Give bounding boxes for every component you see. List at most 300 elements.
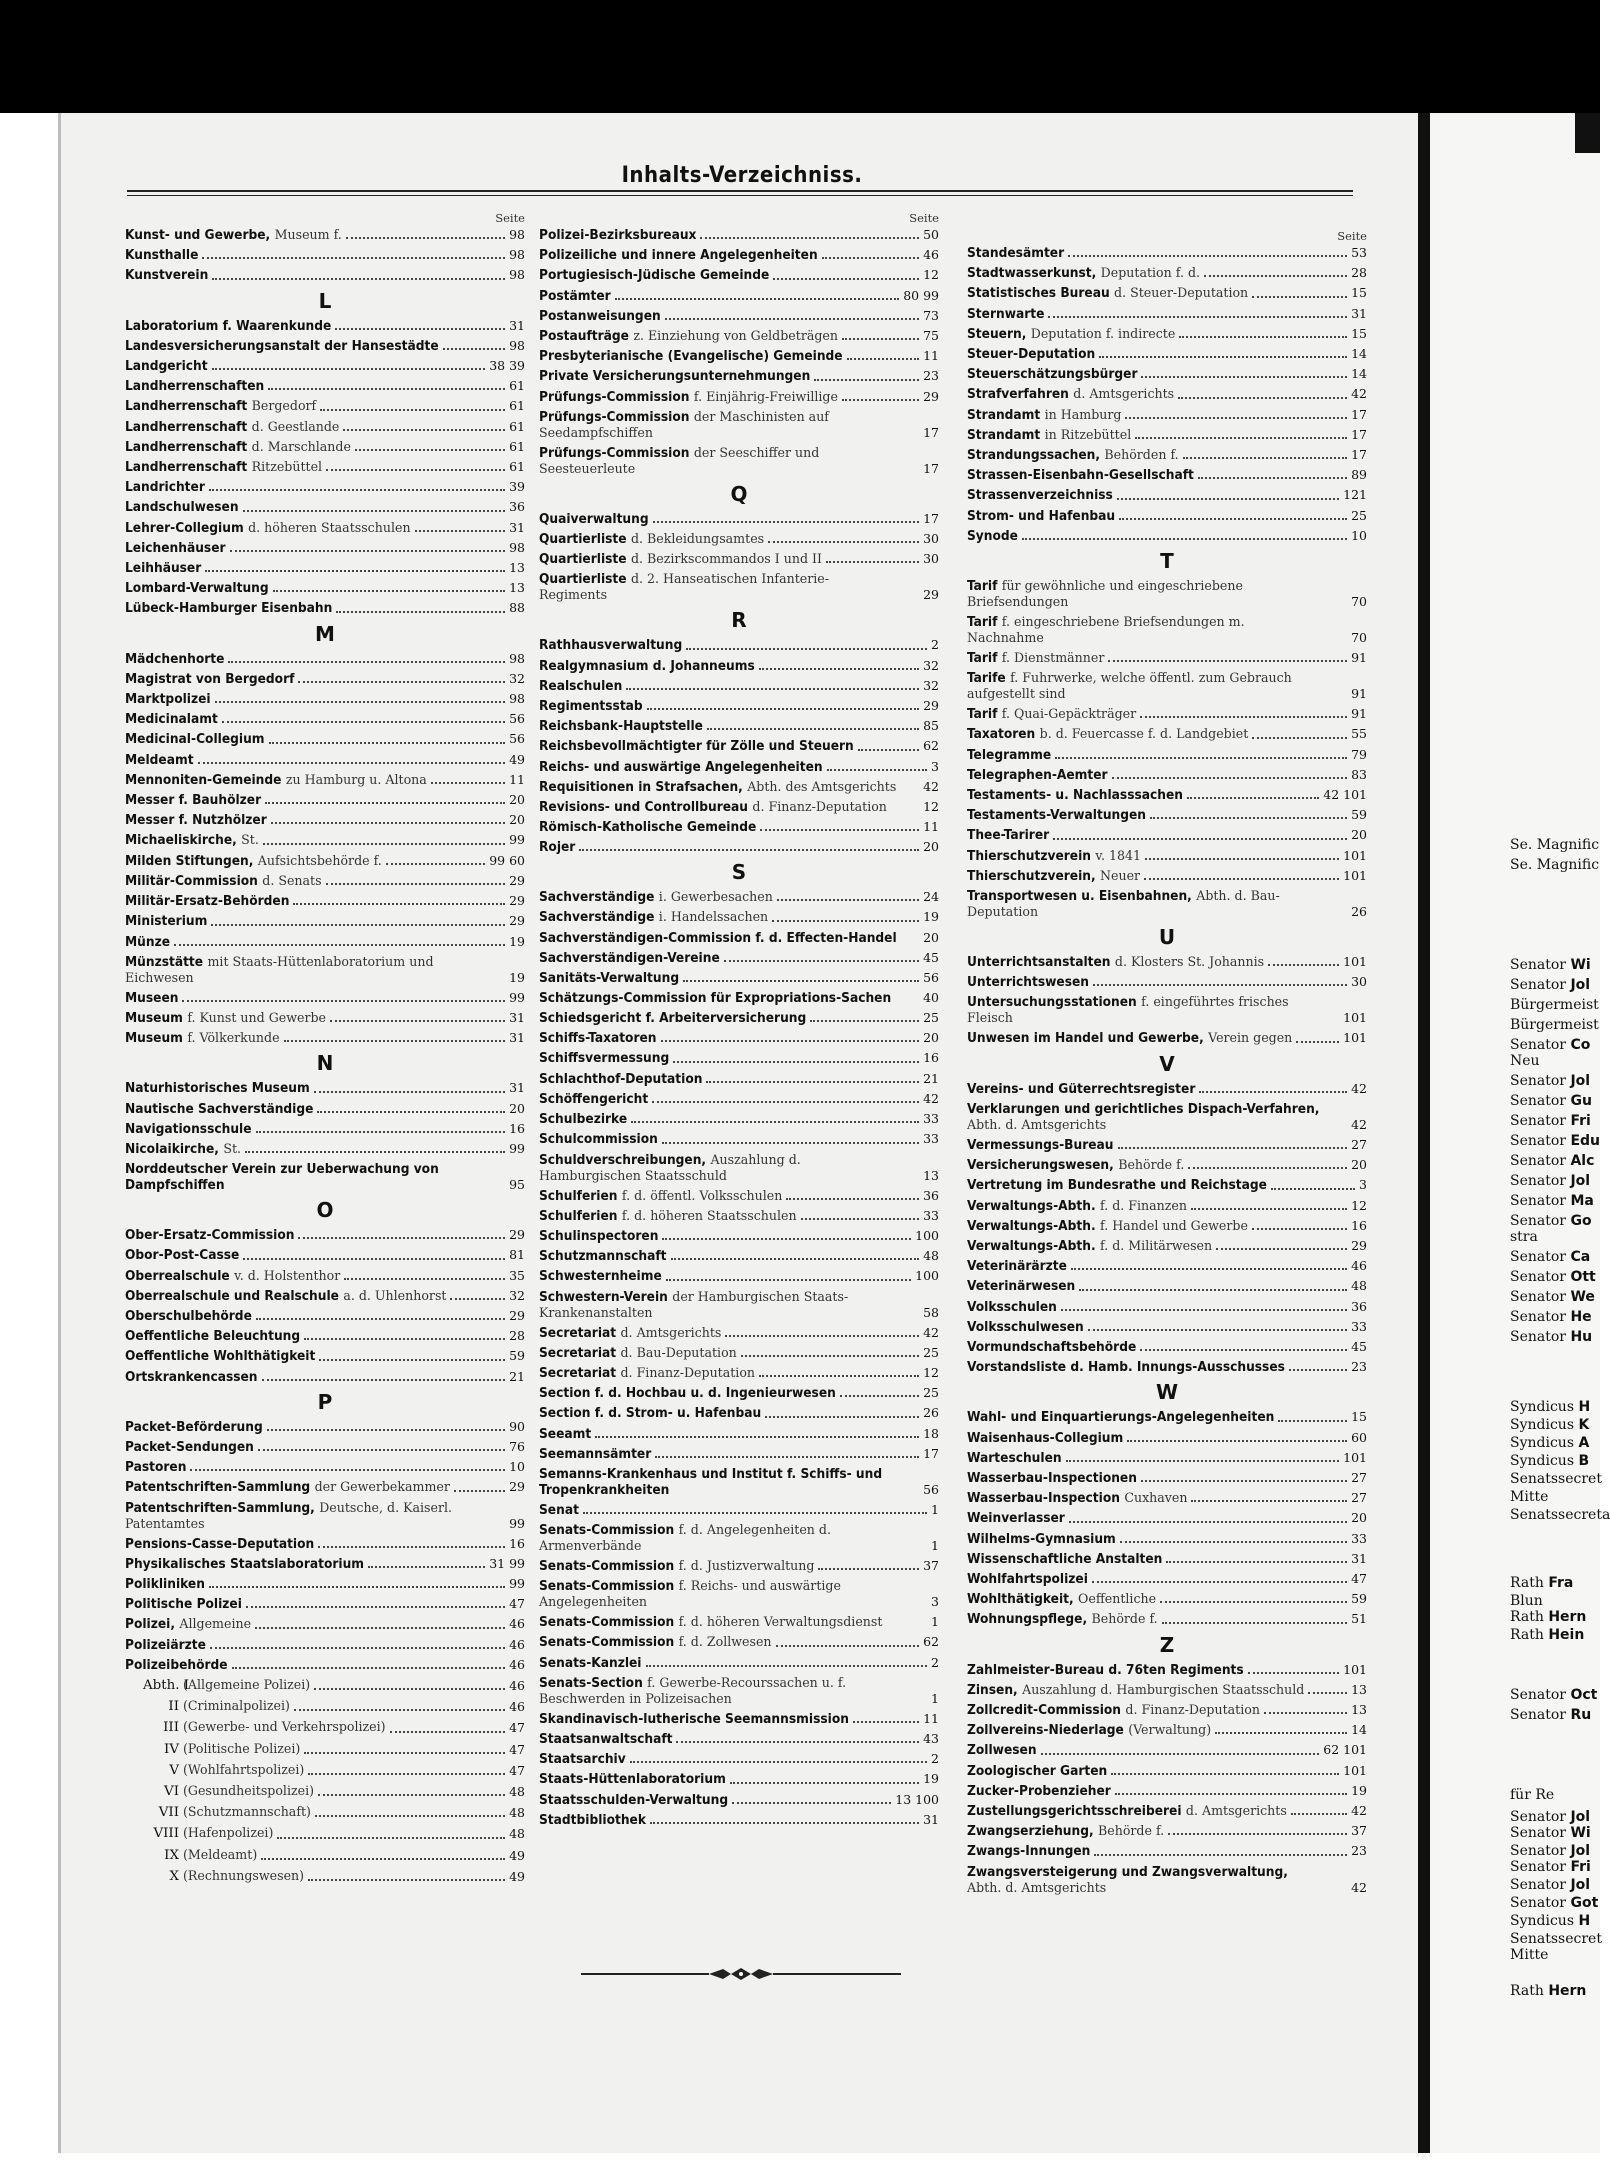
page-number: 13 (1351, 1681, 1367, 1697)
entry-title: Nicolaikirche, (125, 1140, 219, 1157)
entry-text (967, 506, 1115, 526)
entry-title: Museen (125, 989, 179, 1006)
index-entry (539, 1729, 939, 1749)
entry-qualifier: Auszahlung d. Hamburgischen Staatsschuld (1022, 1681, 1305, 1697)
facing-page-prefix: Neu (1510, 1053, 1540, 1069)
page-number: 81 (509, 1247, 525, 1263)
entry-title: Sanitäts-Verwaltung (539, 969, 680, 986)
sub-numeral: VII (158, 1805, 179, 1821)
title-rule-thin (127, 195, 1353, 196)
index-entry (125, 1614, 525, 1634)
entry-title: Vorstandsliste d. Hamb. Innungs-Ausschusses (967, 1359, 1285, 1376)
entry-title: Wissenschaftliche Anstalten (967, 1550, 1163, 1567)
entry-title: Schulinspectoren (539, 1227, 659, 1244)
index-entry (125, 851, 525, 871)
page-number: 35 (509, 1267, 525, 1283)
entry-text (539, 387, 838, 407)
section-letter: Q (730, 481, 748, 506)
index-entry (125, 911, 525, 931)
leader-dots (1191, 1208, 1347, 1210)
entry-text (539, 1206, 797, 1226)
index-entry (967, 1720, 1367, 1740)
entry-qualifier: (Gewerbe- und Verkehrspolizei) (183, 1719, 386, 1735)
index-entry (967, 1680, 1367, 1700)
page-number: 20 (509, 1100, 525, 1116)
page-number: 42 (1351, 1080, 1367, 1096)
page-number: 98 (509, 227, 525, 242)
index-entry (125, 770, 525, 790)
entry-text (125, 1326, 300, 1346)
leader-dots (1115, 1793, 1347, 1795)
entry-title: Schiffsvermessung (539, 1050, 670, 1067)
entry-title: Landherrenschaften (125, 378, 265, 395)
page-number: 36 (923, 1187, 939, 1203)
page-number: 29 (923, 388, 939, 404)
page-number: 101 (1343, 867, 1367, 883)
leader-dots (298, 681, 505, 683)
page-number: 13 100 (895, 1791, 939, 1807)
entry-qualifier: Oeffentliche (1078, 1591, 1157, 1607)
entry-title: Ministerium (125, 913, 208, 930)
entry-text (967, 805, 1146, 825)
entry-text (143, 1675, 310, 1696)
entry-text (967, 866, 1140, 886)
leader-dots (209, 489, 505, 491)
index-entry (539, 1653, 939, 1673)
page-number: 62 (923, 738, 939, 754)
entry-text (143, 1845, 257, 1866)
index-entry (539, 1323, 939, 1343)
leader-dots (1271, 1188, 1355, 1190)
entry-title: Strassenverzeichniss (967, 487, 1113, 504)
page-number: 100 (915, 1227, 939, 1243)
sub-numeral: VIII (153, 1826, 179, 1842)
index-entry (539, 757, 939, 777)
entry-title: Schulferien (539, 1187, 618, 1204)
entry-text (967, 1508, 1065, 1528)
entry-text (125, 1554, 364, 1574)
entry-text (143, 1802, 311, 1823)
leader-dots (1092, 1581, 1347, 1583)
index-entry (967, 1216, 1367, 1236)
index-entry (125, 830, 525, 850)
index-entry (125, 1245, 525, 1265)
entry-text (125, 689, 211, 709)
entry-text (967, 888, 1280, 920)
entry-title: Medicinal-Collegium (125, 731, 265, 748)
leader-dots (343, 429, 505, 431)
entry-text (967, 704, 1136, 724)
page-number: 25 (923, 1010, 939, 1026)
entry-title: Münzstätte (125, 953, 204, 970)
page-number: 62 (923, 1634, 939, 1650)
entry-text (125, 518, 411, 538)
page-number: 23 (923, 368, 939, 384)
section-letter: M (315, 621, 335, 646)
page-number: 17 (923, 460, 939, 476)
page-number: 13 (1351, 1701, 1367, 1717)
entry-text (539, 1653, 642, 1673)
facing-page-line (1510, 1981, 1586, 2001)
page-number: 15 (1351, 285, 1367, 301)
facing-page-prefix: Senator (1510, 977, 1566, 993)
entry-title: Realgymnasium d. Johanneums (539, 657, 755, 674)
index-entry (967, 243, 1367, 263)
leader-dots (707, 728, 919, 730)
facing-page-prefix: Senator (1510, 1073, 1566, 1089)
leader-dots (344, 1278, 505, 1280)
entry-text (539, 1769, 726, 1789)
facing-page-line (1510, 1287, 1595, 1307)
entry-text (967, 785, 1183, 805)
page-number: 1 (931, 1614, 939, 1630)
page-number: 15 (1351, 1409, 1367, 1425)
leader-dots (1264, 1712, 1347, 1714)
entry-text (125, 376, 264, 396)
facing-page-line (1510, 1505, 1610, 1525)
leader-dots (786, 1198, 919, 1200)
index-entry (539, 1500, 939, 1520)
index-entry (125, 396, 525, 416)
entry-title: Tarif (967, 650, 998, 667)
entry-text (125, 891, 289, 911)
index-entry (967, 765, 1367, 785)
entry-title: Volksschulwesen (967, 1318, 1084, 1335)
entry-text (539, 907, 768, 927)
entry-title: Postanweisungen (539, 307, 661, 324)
leader-dots (1166, 1561, 1347, 1563)
entry-title: Münze (125, 933, 171, 950)
index-entry (967, 364, 1367, 384)
entry-title: Postämter (539, 287, 611, 304)
facing-page-name: Co (1570, 1037, 1591, 1053)
page-number: 17 (1351, 426, 1367, 442)
index-entry (539, 1109, 939, 1129)
entry-qualifier: d. Bezirkscommandos I und II (630, 551, 822, 567)
facing-page-name: Jol (1570, 1877, 1591, 1893)
sub-numeral: IX (164, 1847, 179, 1863)
entry-text (125, 1614, 251, 1634)
entry-qualifier: (Wohlfahrtspolizei) (183, 1761, 305, 1777)
page-number: 42 (923, 778, 939, 794)
index-entry (125, 1845, 525, 1866)
entry-text (125, 1078, 310, 1098)
entry-qualifier: f. Quai-Gepäckträger (1001, 706, 1137, 722)
leader-dots (842, 338, 919, 340)
facing-page-line (1510, 1469, 1602, 1489)
leader-dots (415, 530, 506, 532)
leader-dots (666, 1279, 911, 1281)
page-number: 42 (923, 1324, 939, 1340)
facing-page-line (1510, 1857, 1591, 1877)
entry-title: Quartierliste (539, 551, 627, 568)
entry-text (125, 1008, 326, 1028)
facing-page-line (1510, 1573, 1573, 1593)
index-entry (125, 437, 525, 457)
entry-title: Presbyterianische (Evangelische) Gemeinde (539, 348, 843, 365)
index-entry (125, 1696, 525, 1717)
bottom-margin (0, 2153, 1600, 2177)
page-number: 98 (509, 539, 525, 555)
leader-dots (1093, 984, 1347, 986)
facing-page-line (1510, 1487, 1548, 1507)
leader-dots (262, 1379, 506, 1381)
entry-title: Kunsthalle (125, 247, 199, 264)
entry-text (967, 445, 1179, 465)
entry-text (143, 1739, 300, 1760)
index-entry (967, 1781, 1367, 1801)
leader-dots (759, 668, 919, 670)
entry-title: Polizei-Bezirksbureaux (539, 227, 697, 243)
entry-title: Zwangsversteigerung und Zwangsverwaltung, (967, 1863, 1288, 1880)
facing-page-line (1510, 1227, 1538, 1247)
page-number: 2 (931, 1751, 939, 1767)
entry-text (143, 1823, 273, 1844)
leader-dots (243, 510, 506, 512)
facing-page-prefix: Senator (1510, 1289, 1566, 1305)
leader-dots (243, 1258, 505, 1260)
index-entry (967, 304, 1367, 324)
index-entry (125, 417, 525, 437)
entry-text (125, 954, 434, 986)
entry-text (539, 1246, 667, 1266)
entry-text (539, 656, 755, 676)
entry-qualifier: v. 1841 (1095, 847, 1142, 863)
entry-text (539, 799, 887, 815)
index-entry (125, 336, 525, 356)
page-number: 33 (1351, 1318, 1367, 1334)
leader-dots (773, 278, 919, 280)
index-entry (125, 1574, 525, 1594)
page-number: 16 (509, 1120, 525, 1136)
facing-page-line (1510, 955, 1591, 975)
index-entry (539, 1749, 939, 1769)
leader-dots (631, 1121, 919, 1123)
facing-page-line (1510, 1151, 1594, 1171)
index-entry (539, 366, 939, 386)
leader-dots (1053, 838, 1347, 840)
index-entry (539, 1444, 939, 1464)
entry-title: Thierschutzverein, (967, 867, 1096, 884)
index-entry (125, 578, 525, 598)
leader-dots (198, 762, 506, 764)
entry-text (967, 972, 1089, 992)
entry-text (967, 1297, 1057, 1317)
entry-text (539, 779, 896, 795)
page-number: 76 (509, 1438, 525, 1454)
index-entry (125, 1417, 525, 1437)
entry-title: Private Versicherungsunternehmungen (539, 368, 811, 385)
facing-page-prefix: Senator (1510, 1249, 1566, 1265)
entry-title: Naturhistorisches Museum (125, 1080, 310, 1097)
facing-page-prefix: Rath (1510, 1575, 1544, 1591)
entry-text (125, 1028, 280, 1048)
page-number: 59 (509, 1348, 525, 1364)
page-number: 48 (1351, 1278, 1367, 1294)
facing-page-name: Hern (1548, 1609, 1587, 1625)
index-entry (539, 509, 939, 529)
index-entry (539, 1556, 939, 1576)
index-entry (125, 1266, 525, 1286)
index-column-3 (967, 229, 1367, 1898)
page-number: 56 (509, 711, 525, 727)
leader-dots (308, 1879, 505, 1881)
entry-qualifier: d. Amtsgerichts (1073, 386, 1175, 402)
section-letter: L (318, 288, 332, 313)
entry-text (967, 1155, 1184, 1175)
entry-title: Schiedsgericht f. Arbeiterversicherung (539, 1010, 807, 1027)
page-number: 61 (509, 378, 525, 394)
facing-page-line (1510, 1415, 1589, 1435)
entry-title: Strandamt (967, 426, 1041, 443)
index-entry (967, 576, 1367, 612)
index-entry (125, 750, 525, 770)
page-number: 31 (509, 1080, 525, 1096)
leader-dots (1108, 660, 1347, 662)
page-number: 42 101 (1323, 787, 1367, 803)
index-entry (967, 344, 1367, 364)
entry-qualifier: i. Handelssachen (658, 909, 769, 925)
entry-text (539, 366, 810, 386)
leader-dots (273, 590, 505, 592)
page-number: 11 (923, 348, 939, 364)
index-entry (125, 1099, 525, 1119)
page-number: 24 (923, 889, 939, 905)
entry-text (967, 1864, 1288, 1896)
leader-dots (450, 1298, 505, 1300)
section-letter: R (731, 608, 747, 633)
entry-text (967, 1256, 1067, 1276)
index-column-2 (539, 211, 939, 1830)
leader-dots (1252, 296, 1347, 298)
leader-dots (1141, 376, 1347, 378)
leader-dots (853, 1721, 919, 1723)
leader-dots (308, 1773, 505, 1775)
entry-text (967, 1216, 1248, 1236)
facing-page-prefix: Rath (1510, 1627, 1544, 1643)
entry-text (143, 1717, 386, 1738)
facing-page-line (1510, 1111, 1591, 1131)
entry-title: Polizeiliche und innere Angelegenheiten (539, 247, 818, 264)
page-number: 14 (1351, 346, 1367, 362)
leader-dots (741, 1355, 919, 1357)
page-number: 98 (509, 267, 525, 283)
index-entry (967, 1801, 1367, 1821)
page-number: 19 (923, 909, 939, 925)
entry-title: Zahlmeister-Bureau d. 76ten Regiments (967, 1661, 1244, 1678)
index-entry (967, 1589, 1367, 1609)
entry-text (539, 1522, 831, 1554)
entry-qualifier: Abth. des Amtsgerichts (747, 778, 897, 794)
entry-title: Rathhausverwaltung (539, 637, 683, 654)
entry-text (539, 306, 661, 326)
page-number: 2 (931, 637, 939, 653)
leader-dots (304, 1752, 505, 1754)
entry-qualifier: St. (241, 832, 259, 848)
facing-page-line (1510, 1625, 1584, 1645)
leader-dots (1160, 1601, 1347, 1603)
entry-title: Tarif (967, 706, 998, 723)
leader-dots (293, 903, 505, 905)
entry-text (539, 245, 818, 265)
page-number: 99 (509, 989, 525, 1005)
leader-dots (268, 388, 505, 390)
entry-text (539, 968, 679, 988)
entry-text (539, 409, 829, 441)
page-number: 36 (1351, 1298, 1367, 1314)
entry-text (539, 1109, 627, 1129)
entry-text (539, 1729, 672, 1749)
index-entry (125, 225, 525, 245)
index-entry (967, 1529, 1367, 1549)
entry-text (539, 1556, 814, 1576)
entry-title: Zollwesen (967, 1742, 1037, 1759)
entry-title: Thee-Tarirer (967, 827, 1050, 844)
entry-qualifier: Behörde f. (1098, 1823, 1165, 1839)
page-number: 79 (1351, 746, 1367, 762)
index-entry (539, 777, 939, 797)
page-number: 29 (509, 1227, 525, 1243)
leader-dots (277, 1837, 505, 1839)
index-entry (967, 1428, 1367, 1448)
facing-page-prefix: Senatssecret (1510, 1471, 1602, 1487)
section-letter: N (316, 1051, 334, 1076)
facing-page-prefix: Se. Magnific (1510, 837, 1600, 853)
entry-text (967, 846, 1141, 866)
entry-text (125, 598, 332, 618)
sub-numeral: X (169, 1868, 179, 1884)
facing-page-line (1510, 975, 1590, 995)
index-entry (967, 1407, 1367, 1427)
facing-page-name: Alc (1570, 1153, 1595, 1169)
facing-page-line (1510, 1191, 1594, 1211)
page-number: 31 (509, 317, 525, 333)
page-number: 13 (509, 560, 525, 576)
entry-title: Sachverständigen-Commission f. d. Effecten-Handel (539, 929, 897, 946)
facing-page-prefix: Blun (1510, 1593, 1543, 1609)
index-entry (539, 346, 939, 366)
leader-dots (267, 1429, 505, 1431)
entry-text (125, 417, 339, 437)
page-number: 11 (923, 1710, 939, 1726)
index-entry (125, 1306, 525, 1326)
entry-text (967, 1196, 1187, 1216)
entry-text (125, 770, 427, 790)
page-number: 3 (931, 1594, 939, 1610)
index-entry (539, 1383, 939, 1403)
index-entry (539, 1612, 939, 1632)
page-number: 59 (1351, 807, 1367, 823)
index-entry (967, 1821, 1367, 1841)
index-entry (539, 1287, 939, 1323)
index-entry (967, 1740, 1367, 1760)
facing-page-name: Fra (1548, 1575, 1574, 1591)
page-number: 47 (509, 1720, 525, 1736)
index-entry (125, 988, 525, 1008)
entry-title: Schwestern-Verein (539, 1288, 668, 1305)
index-entry (125, 245, 525, 265)
entry-qualifier: d. höheren Staatsschulen (248, 519, 411, 535)
index-entry (967, 263, 1367, 283)
entry-qualifier: Abth. d. Bau-Deputation (967, 888, 1280, 920)
page-number: 28 (509, 1328, 525, 1344)
index-entry (967, 445, 1367, 465)
leader-dots (1088, 1329, 1347, 1331)
entry-title: Regimentsstab (539, 698, 643, 715)
entry-text (967, 465, 1194, 485)
page-number: 70 (1351, 630, 1367, 646)
entry-title: Weinverlasser (967, 1510, 1065, 1527)
